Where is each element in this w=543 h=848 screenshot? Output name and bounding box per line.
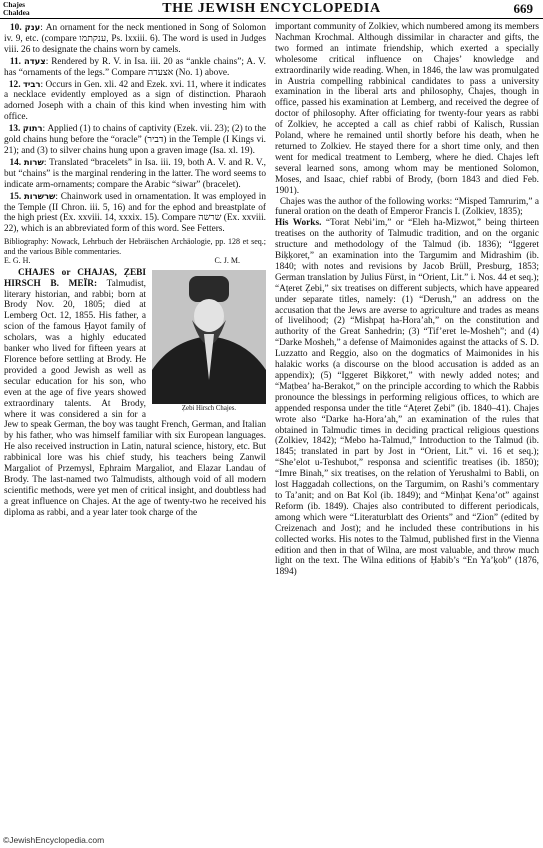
list-item: 14. שרות: Translated “bracelets” in Isa. iii. 19, both A. V. and R. V., but “chains” is the marginal rendering in the latter. The word seems to indicate arm-ornaments; compare the Arabic “siwar” (bracelet). (4, 156, 267, 190)
signature-left: E. G. H. (4, 256, 31, 266)
bibliography: Bibliography: Nowack, Lehrbuch der Hebräischen Archäologie, pp. 128 et seq.; and the various Bible commentaries. (4, 237, 266, 256)
portrait-figure (152, 270, 266, 414)
side-heading: His Works. (275, 218, 322, 229)
paragraph: His Works. “Torat Nebi’im,” or “Eleh ha-Mizwot,” being thirteen treatises on the authority of Talmudic tradition, and on the organic structure and methodology of the Talmud (ib. 1836); “Iggeret Biḳḳoret,” an examination into the Targumim and Midrashim (ib. 1840; with notes and revisions by Jacob Brüll, Presburg, 1853; German translation by Julius Fürst, in “Orient, Lit.” i. Nos. 44 et seq.); “Aṭeret Ẓebi,” six treatises on different subjects, which have appeared under separate titles, namely: (1) “Derush,” an address on the accusation that the Jews are averse to agriculture and trades as means of livelihood; (2) “Mishpaṭ ha-Hora’ah,” on the constitution and authority of the Great Sanhedrin; (3) “Tif’eret le-Mosheh”; and (4) “Darke Mosheh,” a defense of Maimonides against the attacks of S. D. Luzzatto and Reggio, also on the dogmatics of Maimonides in his halakic works (a discourse on the blood accusation is added as an appendix); (5) “Iggeret Biḳḳoret,” with newly added notes; and “Maṭbea’ ha-Berakot,” on the principle according to which the Rabbis pronounce the blessings in performing religious offices, to which are appended responsa under the title “Aṭeret Ẓebi” (ib. 1840–41). Chajes wrote also “Darke ha-Hora’ah,” an examination of the rules that obtained in Talmudic times in deciding practical religious questions (Zolkiev, 1842); “Mebo ha-Talmud,” Introduction to the Talmud (ib. 1845; translated in part by Jost in “Orient, Lit.” vi. 16 et seq.); “She’elot u-Teshubot,” responsa and scientific treatises (ib. 1850); “Imre Binah,” six treatises, on the relation of Yerushalmi to Babli, on lost Haggadah collections, on the Targumim, on Rashi’s commentary to Ta’anit; and on Bat Kol (ib. 1849); and “Minḥat Ḳena’ot” against Reform (ib. 1849). Chajes also contributed to different periodicals, among which were “Literaturblatt des Orients” and “Zion” (edited by Creizenach and Jost); and he included these contributions in his collected works. His notes to the Talmud, published first in the Vienna edition and then in that of Wilna, are most valuable, and throw much light on the text. The Wilna editions of Ḥabib’s “En Ya’ḳob” (1876, 1894) (275, 218, 539, 578)
running-head-bottom: Chaldea (3, 8, 30, 17)
list-item: 13. רתוק: Applied (1) to chains of captivity (Ezek. vii. 23); (2) to the gold chains hung before the “oracle” (דביר) in the Temple (I Kings vi. 21); and (3) to silver chains hung upon a graven image (Isa. xl. 19). (4, 123, 266, 156)
list-item: 15. שרשרות: Chainwork used in ornamentation. It was employed in the Temple (II Chron. iii. 5, 16) and for the ephod and breastplate of the high priest (Ex. xxviii. 14, xxxix. 15). Compare שרשה (Ex. xxviii. 22), which is an abbreviated form of this word. See Fetters. (4, 190, 266, 235)
running-head-top: Chajes (3, 0, 26, 9)
paragraph: important community of Zolkiev, which numbered among its members Nachman Krochmal. Although dissimilar in character and gifts, the two formed an intimate friendship, which exerted a specially wholesome critical influence on Chajes’ knowledge and extraordinarily wide reading. When, in 1846, the law was promulgated in Austria compelling rabbinical candidates to pass a university examination in the liberal arts and philosophy, Chajes, though in office, passed his examination at Lemberg, and received the degree of doctor of philosophy. After officiating for twenty-four years as rabbi of Zolkiev, he accepted a call as chief rabbi of Kalisch, Russian Poland, where he remained until shortly before his death, when he returned to Zolkiev. He stayed there for a short time only, and then went for medical treatment to Lemberg, where he died. Chajes left several learned sons, among whom may be mentioned Solomon, Moses, and Isaac, chief rabbi of Brody, (born 1843 and died Feb. 1901). (275, 22, 539, 196)
footer-copyright: ©JewishEncyclopedia.com (3, 835, 105, 845)
list-item: 11. צעדה: Rendered by R. V. in Isa. iii. 20 as “ankle chains”; A. V. has “ornaments of the legs.” Compare אצעדה (No. 1) above. (4, 55, 267, 78)
page-title: THE JEWISH ENCYCLOPEDIA (162, 1, 381, 16)
list-item: 12. רביד: Occurs in Gen. xli. 42 and Ezek. xvi. 11, where it indicates a necklace evidently employed as a sign of distinction. Pharaoh adorned Joseph with a chain of this kind when investing him with office. (4, 78, 267, 123)
paragraph: Chajes was the author of the following works: “Misped Tamrurim,” a funeral oration on the death of Emperor Francis I. (Zolkiev, 1835); (275, 196, 539, 218)
author-signatures (4, 256, 266, 266)
portrait-image (152, 270, 266, 404)
list-item: 10. ענק: An ornament for the neck mentioned in Song of Solomon iv. 9, etc. (compare ענקתמו, Ps. lxxiii. 6). The word is used in Judges viii. 26 to designate the chains worn by camels. (4, 22, 266, 55)
right-column (275, 22, 539, 578)
signature-right: C. J. M. (214, 256, 240, 266)
left-column (4, 22, 266, 519)
entry-text: CHAJES or CHAJAS, ẒEBI HIRSCH B. MEÏR: Talmudist, literary historian, and rabbi; born at Brody Nov. 20, 1805; died at Lemberg Oct. 12, 1855. His father, a scion of the famous Ḥayot family of scholars, was a highly educated banker who lived for fifteen years at Florence before settling at Brody. He provided a good Jewish as well as secular education for his son, who even at the age of five years showed extraordinary talents. At Brody, where it was considered a sin for a Jew to speak German, the boy was taught French, German, and Italian by his father, who was himself familiar with six European languages. He also received instruction in Latin, natural science, history, etc. But rabbinical lore was his chief study, his teachers being Zanwil Margaliot of Przemysl, Ephraim Margaliot, and Elazar Landau of Brody. The last-named two Talmudists, although void of all modern scientific methods, were yet men of critical insight, and doubtless had a great influence on Chajes. At the age of twenty-two he received his diploma as rabbi, and a year later took charge of the (4, 267, 266, 518)
entry-chajes (4, 268, 266, 519)
entry-title: CHAJES or CHAJAS, ẒEBI HIRSCH B. MEÏR: (4, 267, 147, 289)
page-header (0, 0, 543, 18)
header-rule (0, 18, 543, 19)
page-number: 669 (513, 1, 533, 16)
portrait-caption: Ẓebi Hirsch Chajes. (181, 404, 237, 412)
